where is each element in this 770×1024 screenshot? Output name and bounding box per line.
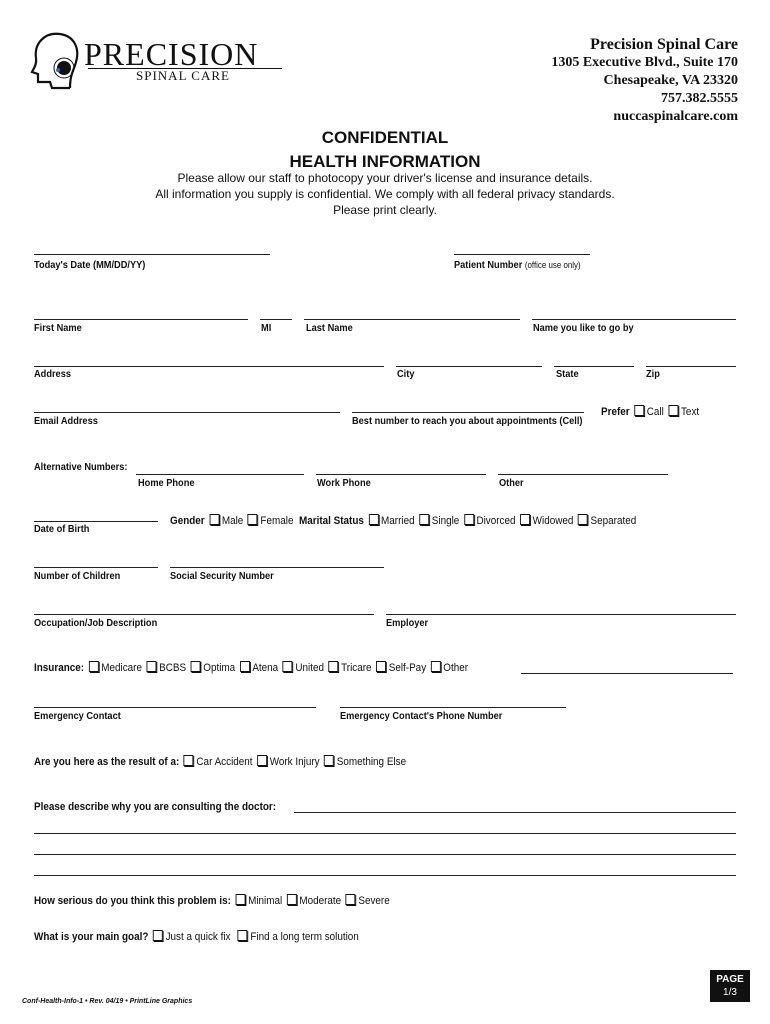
married-checkbox[interactable] (368, 514, 378, 525)
quick-fix-checkbox[interactable] (153, 930, 163, 941)
alt-numbers-label: Alternative Numbers: (34, 461, 128, 473)
minimal-checkbox[interactable] (235, 894, 245, 905)
ssn-label: Social Security Number (170, 570, 274, 582)
result-row (34, 755, 406, 768)
ins-united-checkbox[interactable] (283, 661, 293, 672)
married-label: Married (381, 515, 415, 527)
logo-subtitle: SPINAL CARE (136, 68, 230, 83)
describe-label (34, 801, 276, 813)
quick-fix-label: Just a quick fix (165, 931, 231, 943)
ins-selfpay-label: Self-Pay (388, 662, 427, 674)
practice-name: Precision Spinal Care (590, 36, 738, 53)
male-label: Male (221, 515, 244, 527)
emergency-contact-field[interactable] (34, 707, 316, 708)
first-name-label: First Name (34, 322, 82, 334)
describe-field-2[interactable] (34, 833, 736, 834)
city-field[interactable] (396, 366, 542, 367)
gender-label: Gender (170, 515, 205, 527)
other-phone-field[interactable] (498, 474, 668, 475)
moderate-label: Moderate (299, 895, 342, 907)
emergency-phone-label: Emergency Contact's Phone Number (340, 710, 503, 722)
goal-row (34, 930, 359, 943)
ins-atena-label: Atena (252, 662, 279, 674)
ins-medicare-label: Medicare (101, 662, 142, 674)
goal-label: What is your main goal? (34, 931, 149, 943)
result-label: Are you here as the result of a: (34, 756, 180, 768)
describe-field-1[interactable] (294, 812, 736, 813)
page-label: PAGE (716, 974, 744, 985)
title-line1: CONFIDENTIAL (321, 128, 449, 147)
practice-website[interactable]: nuccaspinalcare.com (613, 109, 738, 124)
severe-checkbox[interactable] (346, 894, 356, 905)
practice-address-line1: 1305 Executive Blvd., Suite 170 (551, 55, 738, 70)
state-field[interactable] (554, 366, 634, 367)
prefer-text-label: Text (680, 406, 700, 418)
minimal-label: Minimal (248, 895, 283, 907)
prefer-call-checkbox[interactable] (634, 405, 644, 416)
describe-field-4[interactable] (34, 875, 736, 876)
children-label: Number of Children (34, 570, 121, 582)
separated-checkbox[interactable] (578, 514, 588, 525)
address-field[interactable] (34, 366, 384, 367)
logo (30, 30, 290, 100)
work-phone-field[interactable] (316, 474, 486, 475)
serious-row (34, 894, 390, 907)
ins-optima-checkbox[interactable] (191, 661, 201, 672)
work-phone-label: Work Phone (317, 477, 371, 489)
dob-label: Date of Birth (34, 523, 90, 535)
dob-field[interactable] (34, 521, 158, 522)
serious-label: How serious do you think this problem is: (34, 895, 231, 907)
marital-label: Marital Status (298, 515, 364, 527)
female-label: Female (260, 515, 294, 527)
widowed-label: Widowed (532, 515, 574, 527)
email-label: Email Address (34, 415, 98, 427)
nickname-label: Name you like to go by (533, 322, 634, 334)
todays-date-label: Today's Date (MM/DD/YY) (34, 259, 146, 271)
ins-atena-checkbox[interactable] (240, 661, 250, 672)
patient-number-text: Patient Number (454, 259, 523, 271)
ins-optima-label: Optima (203, 662, 236, 674)
best-number-label: Best number to reach you about appointments (Cell) (352, 415, 583, 427)
page-number: 1/3 (723, 987, 737, 998)
ins-tricare-checkbox[interactable] (329, 661, 339, 672)
divorced-checkbox[interactable] (464, 514, 474, 525)
mi-label: MI (261, 322, 272, 334)
single-checkbox[interactable] (419, 514, 429, 525)
practice-phone: 757.382.5555 (661, 91, 738, 106)
ins-other-checkbox[interactable] (431, 661, 441, 672)
children-field[interactable] (34, 567, 158, 568)
describe-text: Please describe why you are consulting the doctor: (34, 801, 277, 813)
home-phone-field[interactable] (136, 474, 304, 475)
patient-number-field[interactable] (454, 254, 590, 255)
single-label: Single (431, 515, 460, 527)
intro-line2: All information you supply is confidential. We comply with all federal privacy standards. (155, 187, 615, 201)
insurance-label: Insurance: (34, 662, 85, 674)
employer-label: Employer (386, 617, 429, 629)
long-term-checkbox[interactable] (238, 930, 248, 941)
best-number-field[interactable] (352, 412, 584, 413)
intro-line3: Please print clearly. (333, 203, 437, 217)
city-label: City (397, 368, 415, 380)
zip-label: Zip (646, 368, 660, 380)
separated-label: Separated (590, 515, 637, 527)
intro-line1: Please allow our staff to photocopy your driver's license and insurance details. (177, 171, 593, 185)
long-term-label: Find a long term solution (250, 931, 359, 943)
practice-address-line2: Chesapeake, VA 23320 (603, 73, 738, 88)
todays-date-field[interactable] (34, 254, 270, 255)
ins-tricare-label: Tricare (341, 662, 372, 674)
ins-united-label: United (295, 662, 324, 674)
something-else-label: Something Else (336, 756, 407, 768)
ins-selfpay-checkbox[interactable] (376, 661, 386, 672)
emergency-contact-label: Emergency Contact (34, 710, 121, 722)
prefer-call-label: Call (646, 406, 664, 418)
form-code: Conf-Health-Info-1 • Rev. 04/19 • PrintLine Graphics (22, 998, 193, 1005)
mi-field[interactable] (260, 319, 292, 320)
car-accident-label: Car Accident (196, 756, 253, 768)
head-silhouette-icon (30, 30, 82, 90)
prefer-row (601, 405, 699, 418)
employer-field[interactable] (386, 614, 736, 615)
widowed-checkbox[interactable] (520, 514, 530, 525)
other-phone-label: Other (499, 477, 524, 489)
female-checkbox[interactable] (248, 514, 258, 525)
car-accident-checkbox[interactable] (184, 755, 194, 766)
something-else-checkbox[interactable] (324, 755, 334, 766)
insurance-row (34, 661, 468, 674)
title-line2: HEALTH INFORMATION (289, 152, 481, 171)
email-field[interactable] (34, 412, 340, 413)
prefer-label: Prefer (601, 406, 630, 418)
form-title (0, 126, 770, 174)
form-intro (0, 170, 770, 218)
male-checkbox[interactable] (209, 514, 219, 525)
ins-bcbs-label: BCBS (159, 662, 187, 674)
zip-field[interactable] (646, 366, 736, 367)
ins-bcbs-checkbox[interactable] (147, 661, 157, 672)
work-injury-checkbox[interactable] (257, 755, 267, 766)
logo-wordmark: PRECISION (84, 36, 259, 72)
patient-number-label (454, 259, 581, 271)
occupation-field[interactable] (34, 614, 374, 615)
state-label: State (556, 368, 579, 380)
ins-other-label: Other (443, 662, 469, 674)
work-injury-label: Work Injury (269, 756, 320, 768)
moderate-checkbox[interactable] (287, 894, 297, 905)
gender-marital-row (170, 514, 636, 527)
ssn-field[interactable] (170, 567, 384, 568)
home-phone-label: Home Phone (138, 477, 195, 489)
ins-other-field[interactable] (521, 673, 733, 674)
practice-address-block (551, 36, 738, 126)
ins-medicare-checkbox[interactable] (89, 661, 99, 672)
patient-number-note: (office use only) (524, 260, 581, 270)
divorced-label: Divorced (476, 515, 516, 527)
severe-label: Severe (358, 895, 390, 907)
prefer-text-checkbox[interactable] (668, 405, 678, 416)
describe-field-3[interactable] (34, 854, 736, 855)
first-name-field[interactable] (34, 319, 248, 320)
last-name-label: Last Name (306, 322, 353, 334)
page-indicator (710, 970, 750, 1002)
nickname-field[interactable] (532, 319, 736, 320)
emergency-phone-field[interactable] (340, 707, 566, 708)
occupation-label: Occupation/Job Description (34, 617, 158, 629)
address-label: Address (34, 368, 71, 380)
last-name-field[interactable] (304, 319, 520, 320)
